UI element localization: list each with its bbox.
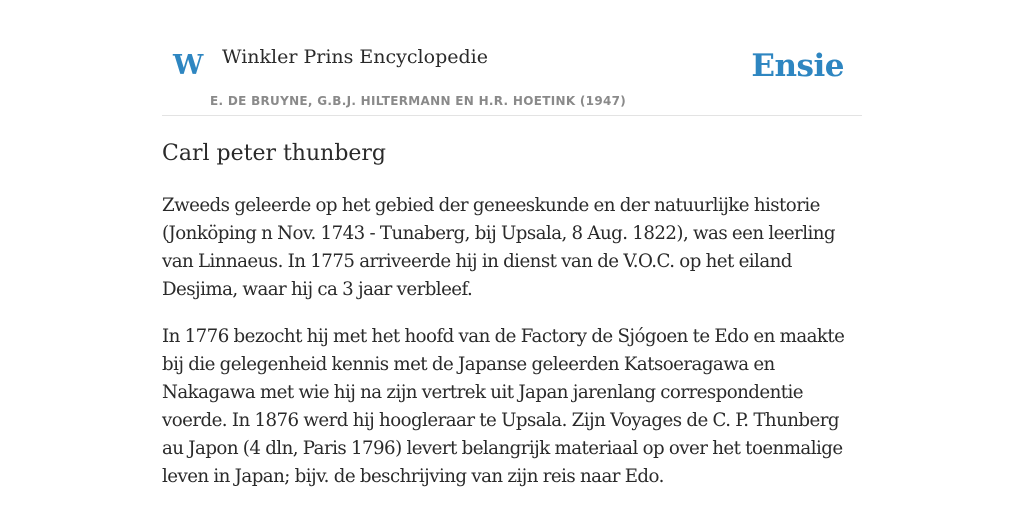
article-paragraph: In 1776 bezocht hij met het hoofd van de Factory de Sjógoen te Edo en maakte bij die gelegenheid kennis met de Japanse geleerden Katsoeragawa en Nakagawa met wie hij na zijn vertrek uit Japan jarenlang correspondentie voerde. In 1876 werd hij hoogleraar te Upsala. Zijn Voyages de C. P. Thunberg au Japon (4 dln, Paris 1796) levert belangrijk materiaal op over het toenmalige leven in Japan; bijv. de beschrijving van zijn reis naar Edo. — [162, 326, 845, 487]
article-body — [162, 192, 862, 510]
ensie-logo[interactable]: Ensie — [751, 48, 844, 84]
winkler-prins-logo[interactable]: W — [173, 50, 204, 81]
source-title[interactable]: Winkler Prins Encyclopedie — [222, 46, 488, 68]
page — [162, 0, 862, 512]
article-title: Carl peter thunberg — [162, 141, 387, 166]
source-authors: E. DE BRUYNE, G.B.J. HILTERMANN EN H.R. HOETINK (1947) — [210, 94, 627, 108]
source-header — [162, 0, 862, 116]
article-paragraph: Zweeds geleerde op het gebied der geneeskunde en der natuurlijke historie (Jonköping n Nov. 1743 - Tunaberg, bij Upsala, 8 Aug. 1822), was een leerling van Linnaeus. In 1775 arriveerde hij in dienst van de V.O.C. op het eiland Desjima, waar hij ca 3 jaar verbleef. — [162, 195, 835, 300]
